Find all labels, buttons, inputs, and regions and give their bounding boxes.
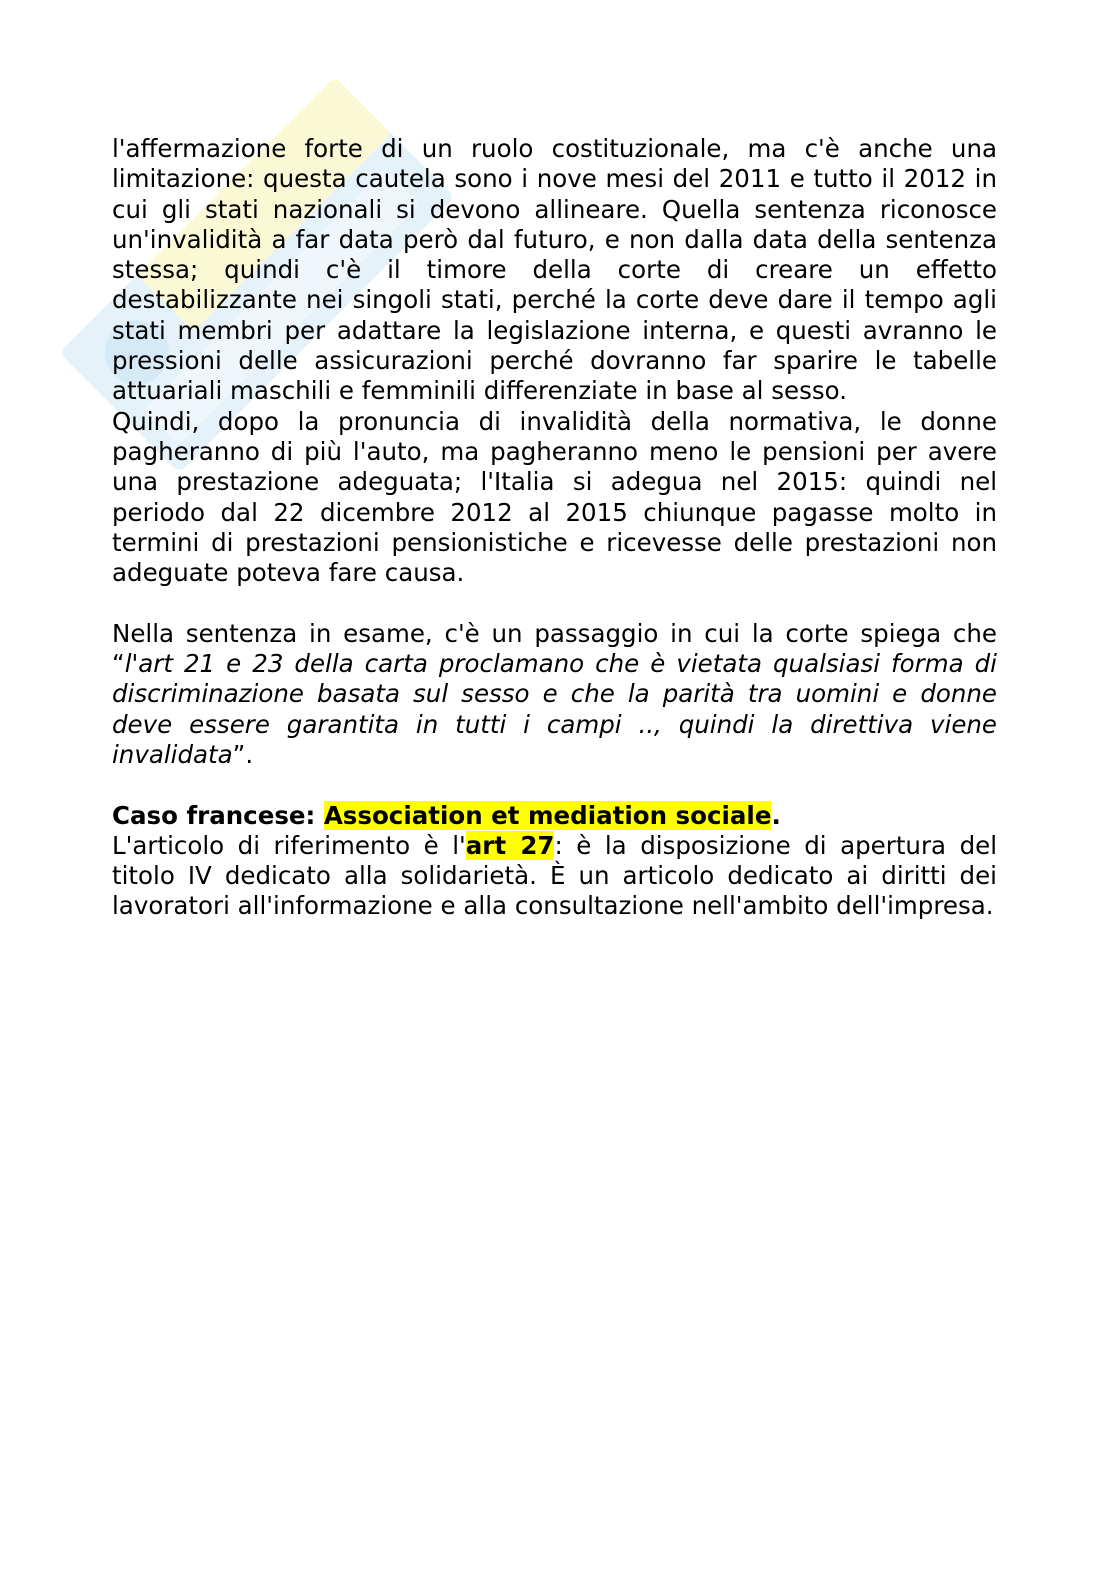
paragraph-spacer [112,770,997,800]
paragraph-4-before: L'articolo di riferimento è l' [112,830,466,860]
heading-suffix: . [771,800,781,830]
paragraph-spacer [112,588,997,618]
heading-prefix: Caso francese: [112,800,324,830]
paragraph-4 [112,831,997,922]
paragraph-3 [112,619,997,770]
article-reference-highlight: art 27 [465,830,555,860]
paragraph-3-outro: ”. [232,739,254,769]
paragraph-3-quote: l'art 21 e 23 della carta proclamano che è vietata qualsiasi forma di discriminazione basata sul sesso e che la parità tra uomini e donne deve essere garantita in tutti i campi .., quindi la direttiva viene invalidata [112,649,997,769]
document-body [112,134,997,922]
paragraph-2: Quindi, dopo la pronuncia di invalidità della normativa, le donne pagheranno di più l'auto, ma pagheranno meno le pensioni per avere una prestazione adeguata; l'Italia si adegua nel 2015: quindi nel periodo dal 22 dicembre 2012 al 2015 chiunque pagasse molto in termini di prestazioni pensionistiche e ricevesse delle prestazioni non adeguate poteva fare causa. [112,406,997,588]
section-heading [112,801,997,831]
paragraph-3-intro: Nella sentenza in esame, c'è un passaggio in cui la corte spiega che “ [112,618,997,679]
heading-highlight: Association et mediation sociale [323,800,772,830]
paragraph-4-after: : è la disposizione di apertura del titolo IV dedicato alla solidarietà. È un articolo dedicato ai diritti dei lavoratori all'informazione e alla consultazione nell'ambito dell'impresa. [112,830,998,921]
paragraph-1: l'affermazione forte di un ruolo costituzionale, ma c'è anche una limitazione: questa cautela sono i nove mesi del 2011 e tutto il 2012 in cui gli stati nazionali si devono allineare. Quella sentenza riconosce un'invalidità a far data però dal futuro, e non dalla data della sentenza stessa; quindi c'è il timore della corte di creare un effetto destabilizzante nei singoli stati, perché la corte deve dare il tempo agli stati membri per adattare la legislazione interna, e questi avranno le pressioni delle assicurazioni perché dovranno far sparire le tabelle attuariali maschili e femminili differenziate in base al sesso. [112,134,997,406]
